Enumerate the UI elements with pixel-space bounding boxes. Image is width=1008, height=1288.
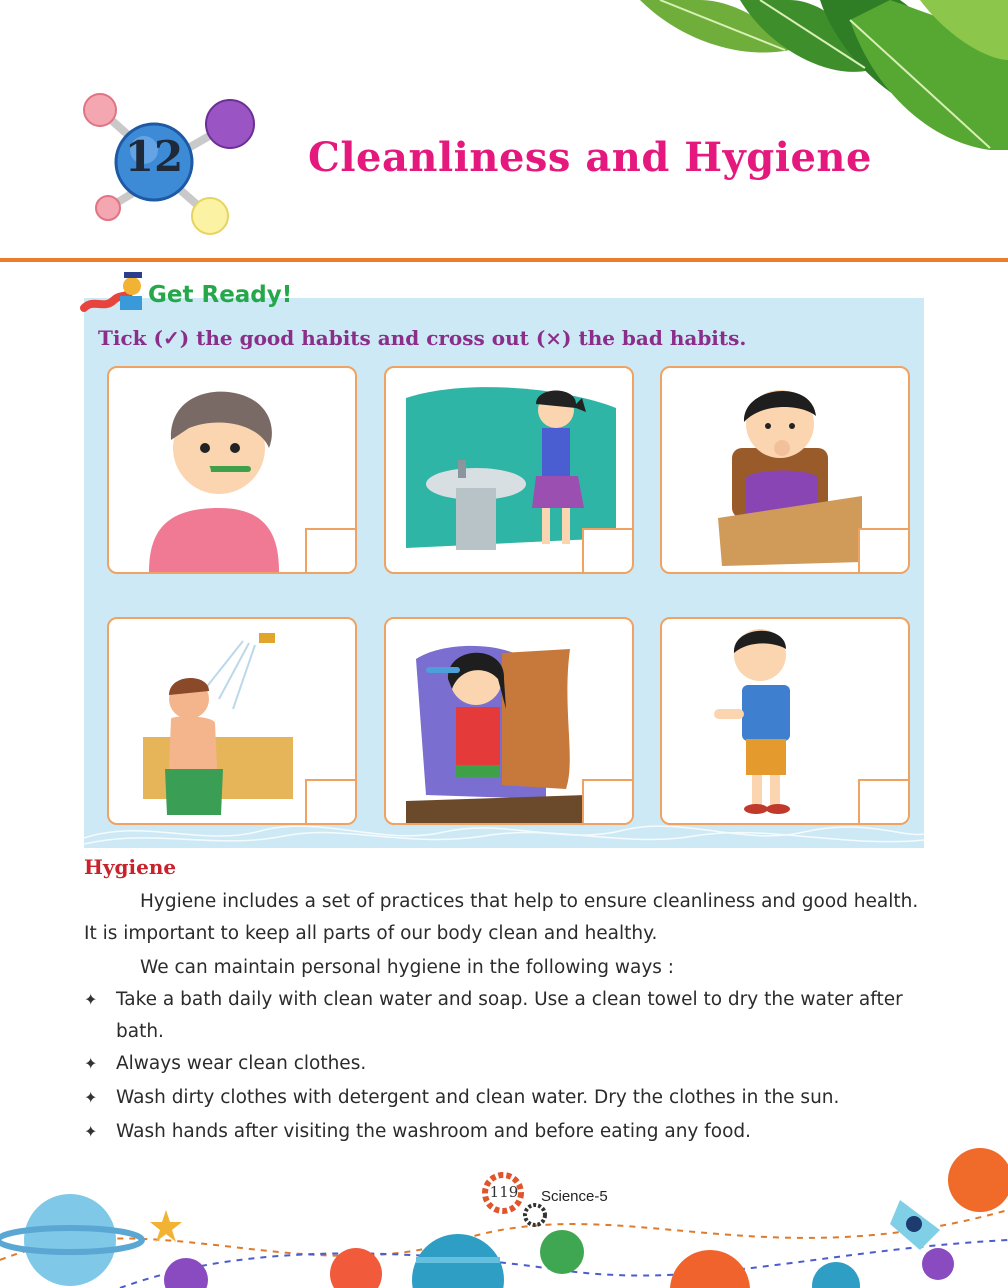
activity-card-2	[384, 366, 634, 574]
tick-box[interactable]	[305, 528, 357, 574]
panel-wave-decoration	[84, 818, 924, 848]
tropical-leaves-decoration	[620, 0, 1008, 150]
get-ready-heading: Get Ready!	[148, 282, 293, 308]
list-item: ✦ Always wear clean clothes.	[84, 1048, 930, 1080]
star-bullet-icon: ✦	[84, 1088, 98, 1107]
activity-card-3	[660, 366, 910, 574]
section-heading: Hygiene	[84, 855, 177, 879]
activity-card-1	[107, 366, 357, 574]
list-item: ✦ Take a bath daily with clean water and soap. Use a clean towel to dry the water after bath.	[84, 984, 930, 1048]
list-item: ✦ Wash dirty clothes with detergent and clean water. Dry the clothes in the sun.	[84, 1082, 930, 1114]
activity-instruction: Tick (✓) the good habits and cross out (×) the bad habits.	[98, 326, 747, 350]
tick-box[interactable]	[582, 528, 634, 574]
list-item: ✦ Wash hands after visiting the washroom and before eating any food.	[84, 1116, 930, 1148]
chapter-title: Cleanliness and Hygiene	[308, 134, 872, 181]
star-bullet-icon: ✦	[84, 1122, 98, 1141]
paragraph: Hygiene includes a set of practices that help to ensure cleanliness and good health. It is important to keep all parts of our body clean and healthy.	[84, 891, 919, 944]
header-divider	[0, 258, 1008, 262]
bookworm-icon	[80, 268, 150, 314]
star-bullet-icon: ✦	[84, 1054, 98, 1073]
tick-box[interactable]	[858, 528, 910, 574]
paragraph: We can maintain personal hygiene in the following ways :	[140, 957, 675, 978]
book-name: Science-5	[541, 1188, 608, 1205]
star-bullet-icon: ✦	[84, 990, 98, 1009]
chapter-number: 12	[124, 132, 184, 181]
activity-card-5	[384, 617, 634, 825]
page-number: 119	[489, 1183, 519, 1201]
activity-card-6	[660, 617, 910, 825]
activity-card-4	[107, 617, 357, 825]
space-footer-decoration	[0, 1140, 1008, 1288]
